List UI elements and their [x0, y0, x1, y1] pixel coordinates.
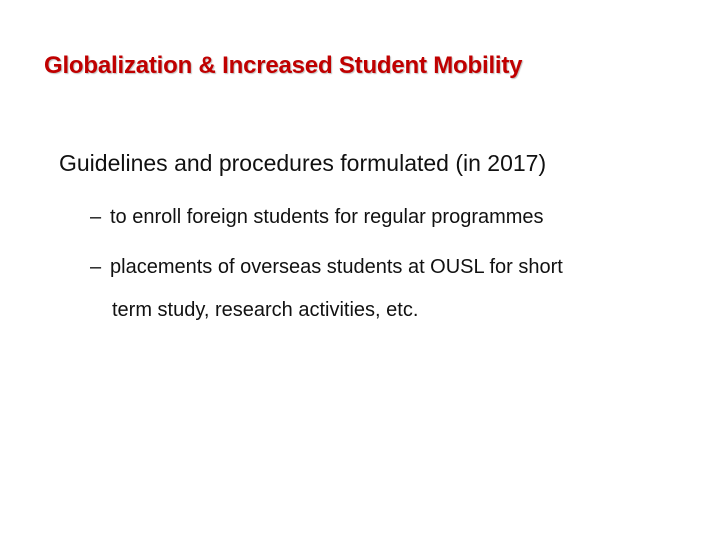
sub-point-text: to enroll foreign students for regular programmes: [110, 206, 544, 228]
slide-title: Globalization & Increased Student Mobility: [44, 52, 523, 79]
sub-point-continuation: term study, research activities, etc.: [112, 299, 419, 321]
sub-point-enroll: [90, 196, 690, 239]
sub-point-placements: [90, 246, 690, 332]
main-point: Guidelines and procedures formulated (in 2017): [59, 150, 547, 176]
sub-point-text: placements of overseas students at OUSL for short: [110, 256, 563, 278]
dash-bullet: –: [90, 256, 102, 278]
dash-bullet: –: [90, 206, 102, 228]
